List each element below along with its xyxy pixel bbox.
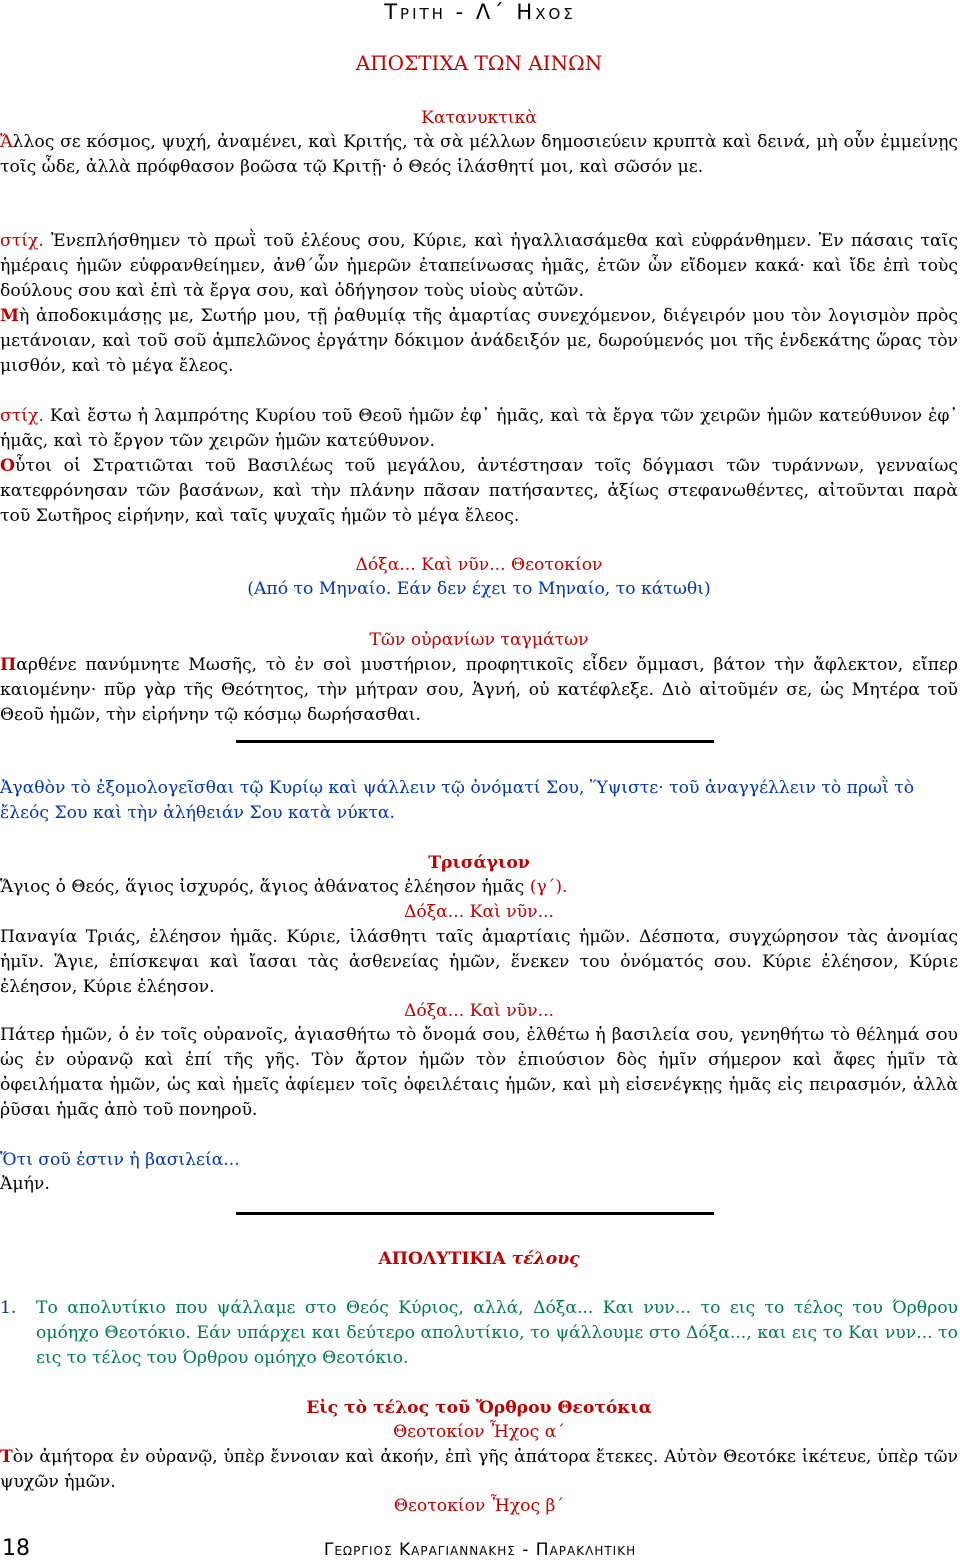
section-title: ΑΠΟΣΤΙΧΑ ΤΩΝ ΑΙΝΩΝ — [355, 51, 603, 75]
prosomoion-heading: Τῶν οὐρανίων ταγμάτων — [369, 630, 589, 650]
page-number: 18 — [2, 1536, 30, 1561]
divider — [236, 740, 714, 743]
theotokion-tone-2: Θεοτοκίον Ἦχος β΄ — [393, 1496, 565, 1516]
instruction-text: Το απολυτίκιο που ψάλλαμε στο Θεός Κύριος, αλλά, Δόξα... Και νυν... το εις το τέλος του Όρθρου ομόηχο Θεοτόκιο. Εάν υπάρχει και δεύτερο απολυτίκιο, το ψάλλουμε στο Δόξα..., και εις το Και νυν... το εις το τέλος του Όρθρου ομόηχο Θεοτόκιο. — [36, 1298, 958, 1368]
running-header: Τριτη - Λ΄ Ηχος — [384, 0, 576, 24]
sticheron-1-text: λλος σε κόσμος, ψυχή, ἀναμένει, καὶ Κριτής, τὰ σὰ μέλλων δημοσιεύειν κρυπτὰ καὶ δεινά, μὴ οὖν ἐμμείνῃς τοῖς ὧδε, ἀλλὰ πρόφθασον βοῶσα τῷ Κριτῇ· ὁ Θεός ἱλάσθητί μοι, καὶ σῶσόν με. — [0, 132, 958, 177]
theotokion-text — [0, 653, 958, 728]
stichos-1-text: Ἐνεπλήσθημεν τὸ πρωῒ τοῦ ἐλέους σου, Κύριε, καὶ ἠγαλλιασάμεθα καὶ εὐφράνθημεν. Ἐν πάσαις ταῖς ἡμέραις ἡμῶν εὐφρανθείημεν, ἀνθ΄ὧν ἡμερῶν ἐταπείνωσας ἡμᾶς, ἐτῶν ὧν εἴδομεν κακά· καὶ ἴδε ἐπὶ τοὺς δούλους σου καὶ ἐπὶ τὰ ἔργα σου, καὶ ὁδήγησον τοὺς υἱοὺς αὐτῶν. — [0, 231, 958, 301]
sticheron-3 — [0, 454, 958, 529]
stichos-1 — [0, 229, 958, 304]
apolytikia-telous: τέλους — [511, 1249, 580, 1269]
trisagion-times: (γ΄). — [529, 877, 568, 897]
menaio-note: (Από το Μηναίο. Εάν δεν έχει το Μηναίο, το κάτωθι) — [247, 579, 711, 599]
katanyktika-heading: Κατανυκτικὰ — [421, 108, 537, 128]
instruction-item-1 — [0, 1296, 958, 1371]
divider — [236, 1212, 714, 1215]
doxa-kai-nyn-2: Δόξα... Καὶ νῦν... — [403, 1001, 555, 1021]
theotokion-1-text — [0, 1445, 958, 1495]
oti-sou-estin: Ὅτι σοῦ ἐστιν ἡ βασιλεία... — [0, 1150, 240, 1170]
sticheron-1 — [0, 130, 958, 180]
stichos-2-text: Καὶ ἔστω ἡ λαμπρότης Κυρίου τοῦ Θεοῦ ἡμῶν ἐφ᾽ ἡμᾶς, καὶ τὰ ἔργα τῶν χειρῶν ἡμῶν κατεύθυνον ἐφ᾽ ἡμᾶς, καὶ τὸ ἔργον τῶν χειρῶν ἡμῶν κατεύθυνον. — [0, 406, 958, 451]
theotokia-heading: Εἰς τὸ τέλος τοῦ Ὄρθρου Θεοτόκια — [306, 1398, 652, 1418]
stichos-label: στίχ. — [0, 231, 44, 251]
trisagion-text — [0, 875, 958, 900]
theotokion-1-body: ὸν ἀμήτορα ἐν οὐρανῷ, ὑπὲρ ἔννοιαν καὶ ἀκοήν, ἐπὶ γῆς ἀπάτορα ἔτεκες. Αὐτὸν Θεοτόκε ἱκέτευε, ὑπὲρ τῶν ψυχῶν ἡμῶν. — [0, 1447, 958, 1492]
sticheron-2-text: ὴ ἀποδοκιμάσῃς με, Σωτήρ μου, τῇ ῥαθυμίᾳ τῆς ἁμαρτίας συνεχόμενον, διέγειρόν μου τὸν λογισμὸν πρὸς μετάνοιαν, καὶ τοῦ σοῦ ἀμπελῶνος ἐργάτην δόκιμον ἀνάδειξόν με, δωρούμενός μοι τῆς ἑνδεκάτης ὥρας τὸν μισθόν, καὶ τὸ μέγα ἔλεος. — [0, 306, 958, 376]
drop-initial: Μ — [0, 306, 20, 326]
stichos-label: στίχ. — [0, 406, 44, 426]
running-footer: Γεωργιος Καραγιαννακης - Παρακλητικη — [323, 1540, 637, 1560]
sticheron-3-text: ὗτοι οἱ Στρατιῶται τοῦ Βασιλέως τοῦ μεγάλου, ἀντέστησαν τοῖς δόγμασι τῶν τυράννων, γενναίως κατεφρόνησαν τῶν βασάνων, καὶ τὴν πλάνην πᾶσαν πατήσαντες, ἀξίως στεφανωθέντες, αἰτοῦνται παρὰ τοῦ Σωτῆρος εἰρήνην, καὶ ταῖς ψυχαῖς ἡμῶν τὸ μέγα ἔλεος. — [0, 456, 958, 526]
pater-imon: Πάτερ ἡμῶν, ὁ ἐν τοῖς οὐρανοῖς, ἁγιασθήτω τὸ ὄνομά σου, ἐλθέτω ἡ βασιλεία σου, γενηθήτω τὸ θέλημά σου ὡς ἐν οὐρανῷ καὶ ἐπί τῆς γῆς. Τὸν ἄρτον ἡμῶν τὸν ἐπιούσιον δὸς ἡμῖν σήμερον καὶ ἄφες ἡμῖν τὰ ὀφειλήματα ἡμῶν, ὡς καὶ ἡμεῖς ἀφίεμεν τοῖς ὀφειλέταις ἡμῶν, καὶ μὴ εἰσενέγκῃς ἡμᾶς εἰς πειρασμόν, ἀλλὰ ῥῦσαι ἡμᾶς ἀπὸ τοῦ πονηροῦ. — [0, 1025, 958, 1120]
agathon-verse: Ἀγαθὸν τὸ ἐξομολογεῖσθαι τῷ Κυρίῳ καὶ ψάλλειν τῷ ὀνόματί Σου, Ὕψιστε· τοῦ ἀναγγέλλειν τὸ πρωῒ τὸ ἔλεός Σου καὶ τὴν ἀλήθειάν Σου κατὰ νύκτα. — [0, 778, 915, 823]
doxa-theotokion: Δόξα... Καὶ νῦν... Θεοτοκίον — [355, 555, 603, 575]
theotokion-tone-1: Θεοτοκίον Ἦχος α΄ — [393, 1422, 565, 1442]
drop-initial: Τ — [0, 1447, 13, 1467]
amin: Ἀμήν. — [0, 1174, 50, 1194]
sticheron-2 — [0, 304, 958, 379]
drop-initial: Π — [0, 655, 17, 675]
trisagion-body: Ἅγιος ὁ Θεός, ἅγιος ἰσχυρός, ἅγιος ἀθάνατος ἐλέησον ἡμᾶς — [0, 877, 530, 897]
drop-initial: Ἄ — [0, 132, 13, 152]
stichos-2 — [0, 404, 958, 454]
doxa-kai-nyn-1: Δόξα... Καὶ νῦν... — [403, 902, 555, 922]
trisagion-heading: Τρισάγιον — [428, 853, 530, 873]
apolytikia-heading — [0, 1247, 958, 1272]
panagia-trias: Παναγία Τριάς, ἐλέησον ἡμᾶς. Κύριε, ἱλάσθητι ταῖς ἁμαρτίαις ἡμῶν. Δέσποτα, συγχώρησον τὰς ἀνομίας ἡμῖν. Ἅγιε, ἐπίσκεψαι καὶ ἴασαι τὰς ἀσθενείας ἡμῶν, ἕνεκεν του ὀνόματός σου. Κύριε ἐλέησον, Κύριε ἐλέησον, Κύριε ἐλέησον. — [0, 927, 958, 997]
drop-initial: Ο — [0, 456, 15, 476]
apolytikia-label: ΑΠΟΛΥΤΙΚΙΑ — [378, 1249, 512, 1269]
theotokion-body: αρθένε πανύμνητε Μωσῆς, τὸ ἐν σοὶ μυστήριον, προφητικοῖς εἶδεν ὄμμασι, βάτον τὴν ἄφλεκτον, εἴπερ καιομένην· πῦρ γὰρ τῆς Θεότητος, τὴν μήτραν σου, Ἁγνή, οὐ κατέφλεξε. Διὸ αἰτοῦμέν σε, ὡς Μητέρα τοῦ Θεοῦ ἡμῶν, τὴν εἰρήνην τῷ κόσμῳ δωρήσασθαι. — [0, 655, 958, 725]
item-number: 1. — [0, 1298, 17, 1318]
